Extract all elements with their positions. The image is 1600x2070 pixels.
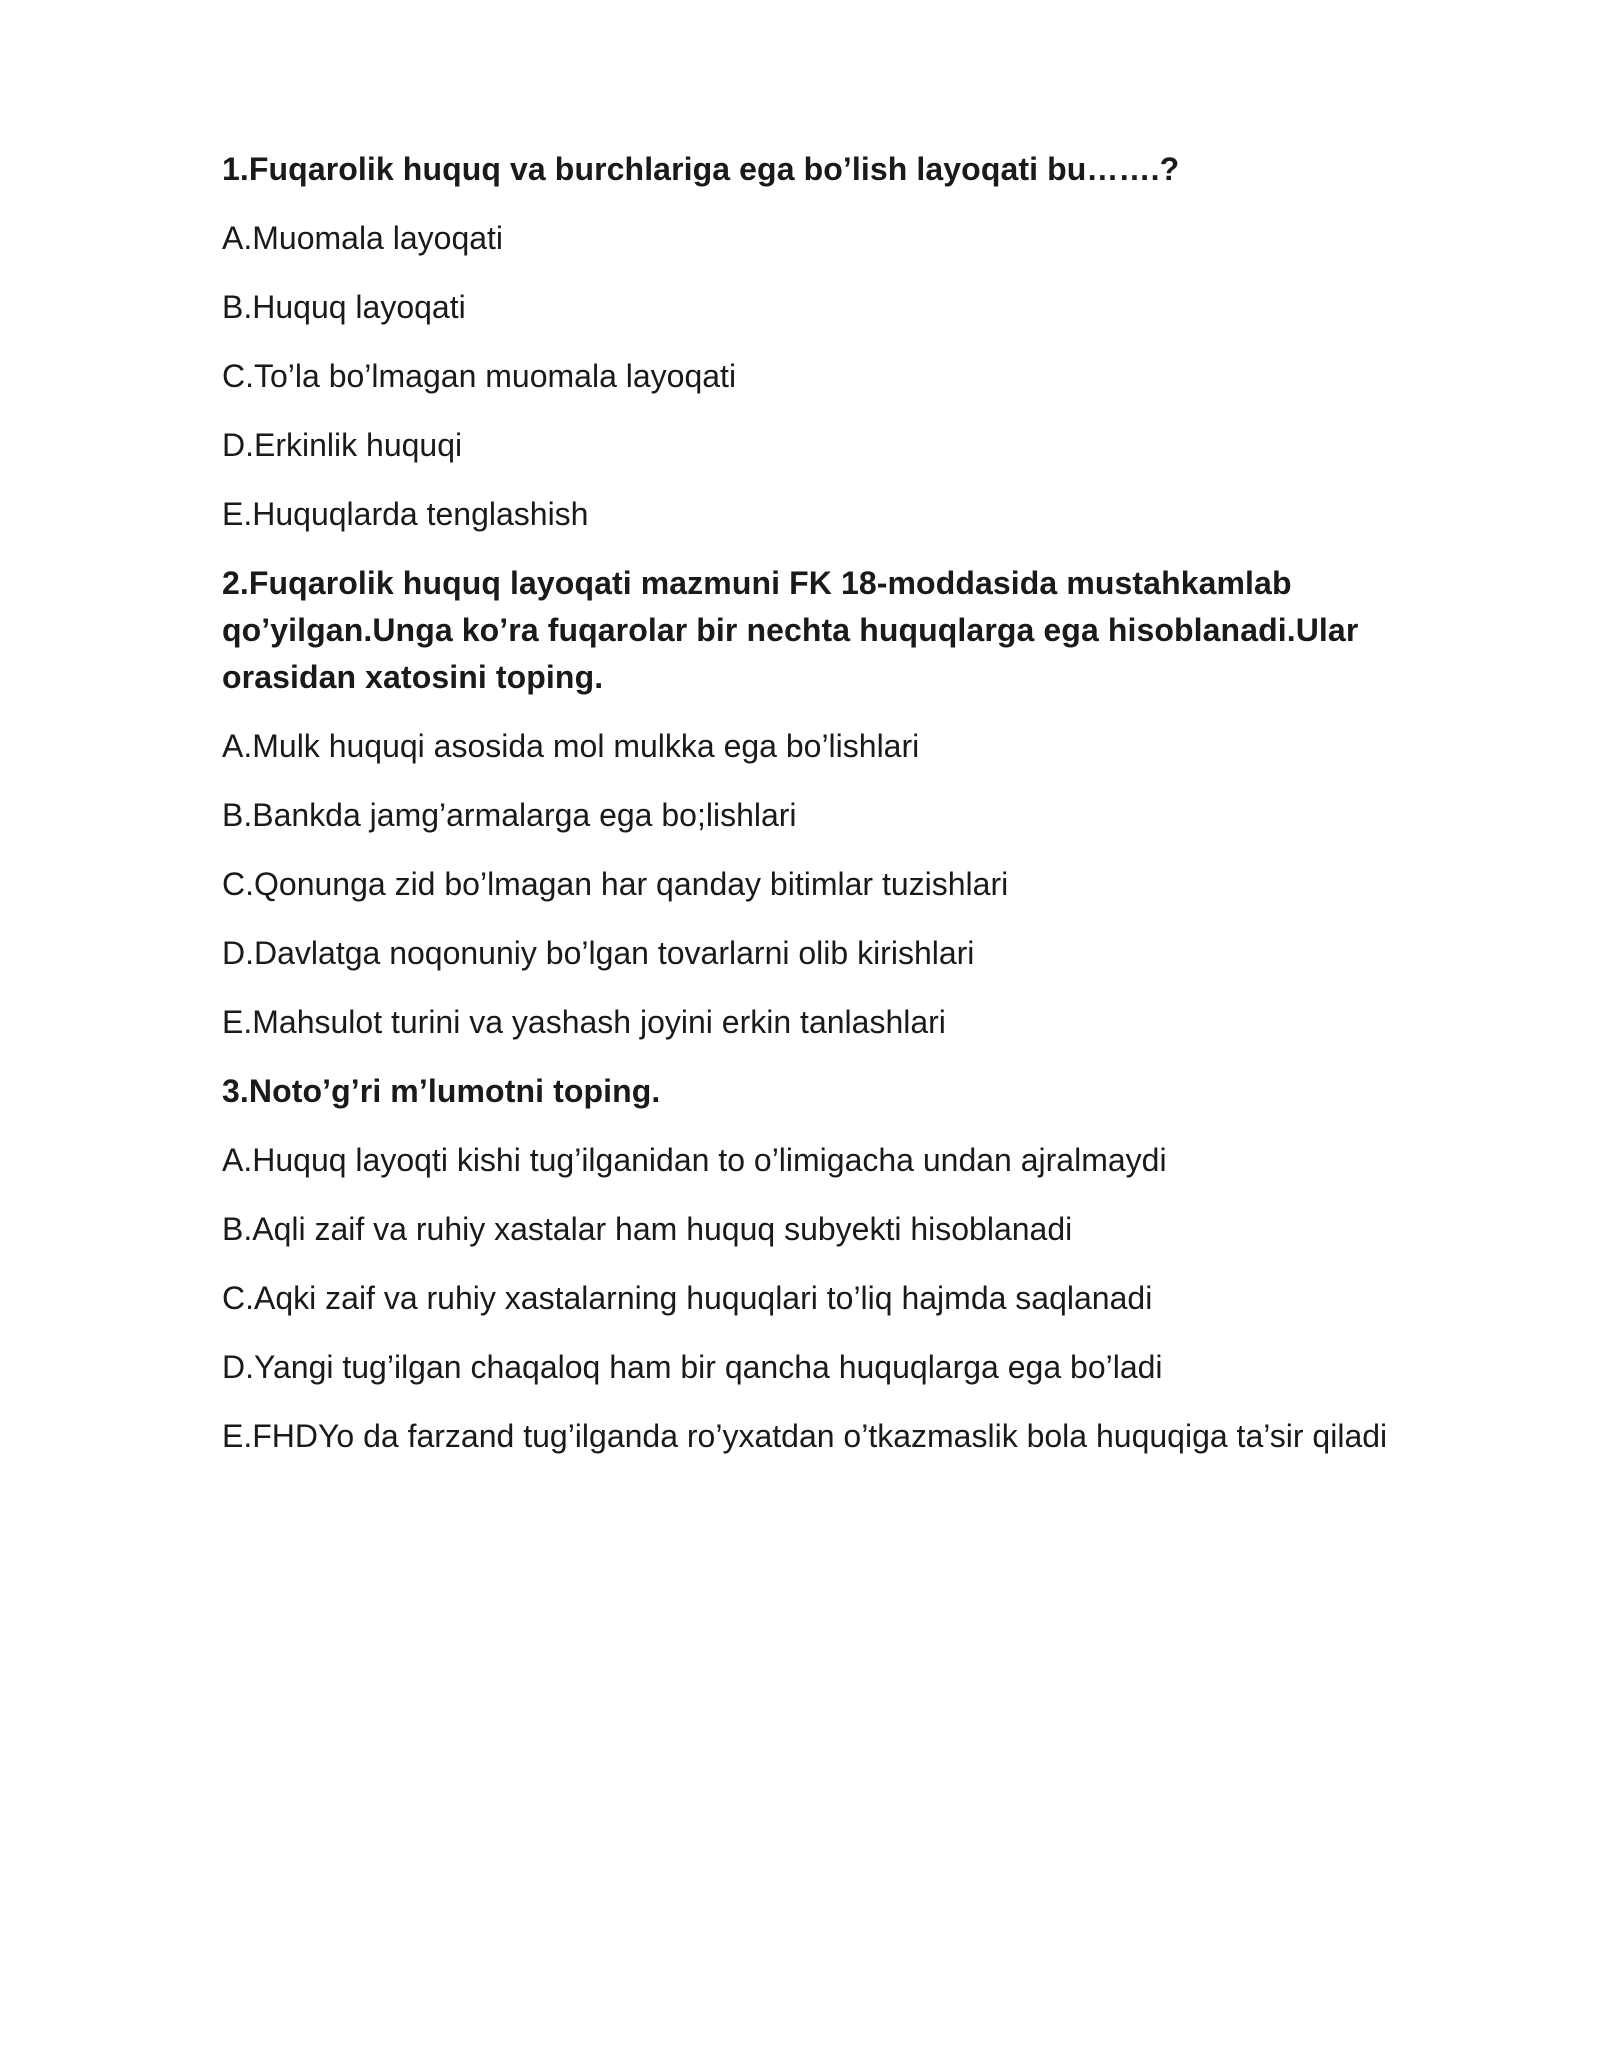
question-3-text: 3.Noto’g’ri m’lumotni toping. (222, 1073, 661, 1109)
question-1-option-a: A.Muomala layoqati (222, 220, 504, 256)
question-3-option-b: B.Aqli zaif va ruhiy xastalar ham huquq subyekti hisoblanadi (222, 1211, 1073, 1247)
question-block-3 (222, 1068, 1452, 1460)
question-2-option-d: D.Davlatga noqonuniy bo’lgan tovarlarni olib kirishlari (222, 935, 975, 971)
question-3-option-a: A.Huquq layoqti kishi tug’ilganidan to o’limigacha undan ajralmaydi (222, 1142, 1167, 1178)
question-2-option-c: C.Qonunga zid bo’lmagan har qanday bitimlar tuzishlari (222, 866, 1009, 902)
question-3-option-d: D.Yangi tug’ilgan chaqaloq ham bir qancha huquqlarga ega bo’ladi (222, 1349, 1163, 1385)
quiz-content (222, 146, 1452, 1482)
question-2-text: 2.Fuqarolik huquq layoqati mazmuni FK 18-moddasida mustahkamlab qo’yilgan.Unga ko’ra fuqarolar bir nechta huquqlarga ega hisoblanadi.Ular orasidan xatosini toping. (222, 565, 1359, 695)
question-1-option-e: E.Huquqlarda tenglashish (222, 496, 589, 532)
question-1-option-d: D.Erkinlik huquqi (222, 427, 463, 463)
question-2-option-a: A.Mulk huquqi asosida mol mulkka ega bo’lishlari (222, 728, 920, 764)
question-1-option-c: C.To’la bo’lmagan muomala layoqati (222, 358, 737, 394)
question-block-1 (222, 146, 1452, 538)
question-2-option-b: B.Bankda jamg’armalarga ega bo;lishlari (222, 797, 797, 833)
question-3-option-e: E.FHDYo da farzand tug’ilganda ro’yxatdan o’tkazmaslik bola huquqiga ta’sir qiladi (222, 1418, 1388, 1454)
question-block-2 (222, 560, 1452, 1046)
question-1-text: 1.Fuqarolik huquq va burchlariga ega bo’lish layoqati bu…….? (222, 151, 1180, 187)
question-2-option-e: E.Mahsulot turini va yashash joyini erkin tanlashlari (222, 1004, 946, 1040)
question-1-option-b: B.Huquq layoqati (222, 289, 466, 325)
question-3-option-c: C.Aqki zaif va ruhiy xastalarning huquqlari to’liq hajmda saqlanadi (222, 1280, 1153, 1316)
